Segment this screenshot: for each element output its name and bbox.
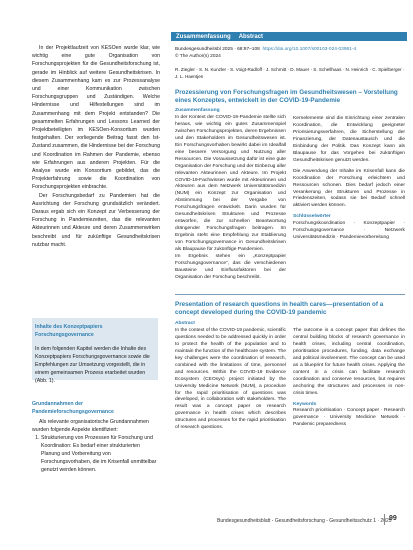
citation: Bundesgesundheitsbl 2025 · 68:97–108: [175, 47, 260, 52]
abstract-tabs: [176, 32, 263, 41]
german-abstract-text: Im Ergebnis stehen ein „Konzeptpapier Forschungsgovernance“, das die verschiedenen Bausteine und Einflussfaktoren bei der Organisation der Forschung beschreibt.: [175, 254, 286, 280]
keywords: Forschungskoordination · Konzeptpapier · Forschungsgovernance · Netzwerk Universitätsmedizin · Pandemievorbereitung: [293, 221, 405, 241]
section-heading: Inhalte des Konzeptpapiers Forschungsgovernance: [35, 324, 103, 338]
assumption-list: [32, 434, 160, 474]
section-box: [32, 318, 158, 384]
keywords-heading: Keywords: [293, 401, 317, 407]
subsection-text: Als relevante organisatorische Grundannahmen wurden folgende Aspekte identifiziert:: [32, 419, 149, 433]
tab-zusammenfassung: Zusammenfassung: [176, 33, 231, 40]
tab-abstract: Abstract: [238, 33, 264, 40]
english-abstract-col1: [175, 321, 286, 506]
footer-separator: [384, 514, 385, 525]
subsection: [32, 400, 160, 474]
left-column: [32, 44, 160, 249]
section-text: In dem folgenden Kapitel werden die Inhalte des Konzeptpapiers Forschungsgovernance sowie die Empfehlungen zur Umsetzung vorgestellt, die in einem gemeinsamen Prozess erarbeitet wurden (Abb. 1).: [35, 346, 150, 384]
german-title: Prozessierung von Forschungsfragen im Gesundheitswesen – Vorstellung eines Konzeptes, entwickelt in der COVID-19-Pandemie: [175, 89, 398, 104]
copyright: © The Author(s) 2024: [175, 54, 221, 59]
german-abstract-col2: [293, 116, 405, 286]
english-abstract-heading: Abstract: [175, 321, 195, 326]
authors: R. Ziegler · S. N. Kunzler · S. Voigt-Radloff · J. Schmitt · D. Mauer · S. Schellhaas · N. Heinrich · C. Spielberger · J. L. Haentjes: [175, 67, 405, 79]
keywords: Research prioritisation · Concept paper · Research governance · University Medicine Network · Pandemic preparedness: [293, 408, 405, 428]
german-abstract-col1: [175, 108, 286, 280]
german-abstract-heading: Zusammenfassung: [175, 108, 220, 113]
keywords-heading: Schlüsselwörter: [293, 214, 331, 220]
subsection-heading: Grundannahmen der Pandemieforschungsgovernance: [32, 401, 114, 415]
list-item: 1. Strukturierung von Prozessen für Forschung und Koordination: Es bedarf einer strukturierten Planung und Vorbereitung von Forschungsvorhaben, die im Krisenfall unmittelbar genutzt werden können.: [41, 434, 160, 474]
english-abstract-text: The outcome is a concept paper that defines the central building blocks of research governance in health crises, including central coordination, prioritisation procedures, funding, data exchange and political involvement. The concept can be used as a blueprint for future health crises. Applying the content in a crisis can facilitate research coordination and conserve resources, but requires anchoring the structures and processes in non-crisis times.: [293, 328, 405, 396]
german-abstract-text: In der Kontext der COVID-19-Pandemie stellte sich heraus, wie wichtig ein gutes Zusammenspiel zwischen Forschungsprojekten, deren Ergebnissen und den Stakeholdern im Gesundheitswesen ist. Ein Forschungsvorhaben bewirkt dabei im Idealfall eine bessere Versorgung und Nutzung aller Ressourcen. Die Voraussetzung dafür ist eine gute Organisation der Forschung und der Einbezug aller relevanten Akteurinnen und Akteure. Im Projekt COVID-19-Fachwissen wurde mit Akteurinnen und Akteuren aus dem Netzwerk Universitätsmedizin (NUM) ein Konzept zur Organisation und Abstimmung bei der Vergabe von Forschungsfragen entwickelt. Darin wurden für Gesundheitskrisen Strukturen und Prozesse entworfen, die zur schnellen Beantwortung drängender Forschungsfragen beitragen. Im Ergebnis steht eine Empfehlung zur Etablierung von Forschungsgovernance in Gesundheitskrisen als Blaupause für zukünftige Pandemien.: [175, 114, 286, 253]
journal-footer: Bundesgesundheitsblatt - Gesundheitsforschung - Gesundheitsschutz 1 · 2025: [217, 518, 392, 524]
german-abstract-text: Kernelemente sind die Einrichtung einer zentralen Koordination, die Entwicklung geeigneter Priorisierungsverfahren, die Sicherstellung der Finanzierung, der Datenaustausch und die Einbindung der Politik. Das Konzept kann als Blaupause für das Vorgehen bei zukünftigen Gesundheitskrisen genutzt werden.: [293, 116, 405, 163]
english-abstract-text: In the context of the COVID-19 pandemic, scientific questions needed to be addressed quickly in order to protect the health of the population and to maintain the function of the healthcare system. The key challenges were the coordination of research, combined with the limitations of time, personnel and resources. Within the COVID-19 Evidence Ecosystem (CEOsys) project initiated by the University Medicine Network (NUM), a procedure for the rapid prioritisation of questions was developed, in collaboration with stakeholders. The result was a concept paper on research governance in health crises which describes structures and processes for the rapid prioritisation of research questions.: [175, 327, 286, 431]
german-abstract-text: Die Anwendung der Inhalte im Krisenfall kann die Koordination der Forschung erleichtern und Ressourcen schonen. Dies bedarf jedoch einer Verankerung der Strukturen und Prozesse in Friedenszeiten, sodass sie bei Bedarf schnell aktiviert werden können.: [293, 168, 405, 209]
article-meta: [175, 46, 405, 60]
body-paragraph: Der Forschungsbedarf zu Pandemien hat die Ausrichtung der Forschung grundsätzlich verändert. Daraus ergab sich ein Konzept zur Verbesserung der Forschung in Pandemiezeiten, das die relevanten Akteurinnen und Akteure und deren Zusammenwirken beschreibt und für zukünftige Gesundheitskrisen nutzbar macht.: [32, 192, 160, 248]
body-paragraph: In der Projektlaufzeit von KESOen wurde klar, wie wichtig eine gute Organisation von Forschungsprojekten für die Gesundheitsforschung ist, gerade im Hinblick auf weitere Gesundheitskrisen. In diesem Zusammenhang kam es zur Prozessanalyse und einer Kommunikation zwischen Forschungsgruppen und Zuständigen. Welche Hindernisse und Hilfestellungen sind im Zusammenhang mit dem Projekt entstanden? Die gesammelten Erfahrungen und Lessons Learned der Projektbeteiligten im KESOen-Konsortium wurden festgehalten. Der vorliegende Beitrag fasst den Ist-Zustand zusammen, die Hindernisse bei der Forschung und Koordination im Rahmen der Pandemie, ebenso wie Erfahrungen aus anderen Projekten. Für die Analyse wurde ein Konsortium gebildet, das die Projekterfahrung sowie die Koordination von Forschungsprojekten einbrachte.: [32, 45, 160, 191]
divider: [175, 294, 405, 295]
english-abstract-col2: [293, 328, 405, 508]
page-number: 99: [389, 515, 397, 522]
doi-link[interactable]: https://doi.org/10.1007/s00103-024-03981-4: [262, 47, 357, 52]
english-title: Presentation of research questions in health cares—presentation of a concept developed during the COVID-19 pandemic: [175, 301, 384, 316]
